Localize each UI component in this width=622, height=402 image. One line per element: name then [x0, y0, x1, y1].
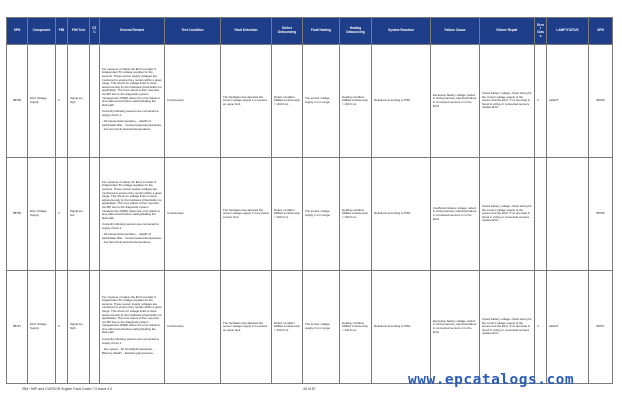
header-defect-debouncing: Defect Debouncing: [272, 18, 303, 45]
spn-cell: 88795: [7, 45, 28, 158]
table-row: [7, 271, 613, 384]
system-reaction-cell: Reactions according to PIDs: [372, 271, 431, 384]
healing-debouncing-cell: Healing condition fulfilled continuously > 100.0 ms: [340, 45, 372, 158]
remark-sensors-intro: Currently following sensors are connected to supply circuit 1:: [102, 222, 160, 230]
component-cell: ECU Voltage Supply: [28, 45, 56, 158]
page-number: 40 of 87: [303, 387, 316, 391]
component-cell: ECU Voltage Supply: [28, 271, 56, 384]
table-row: [7, 158, 613, 271]
test-condition-cell: Continuously: [165, 271, 221, 384]
header-general-remark: General Remark: [100, 18, 165, 45]
header-failure-repair: Failure Repair: [480, 18, 535, 45]
dtc-cell: [90, 45, 100, 158]
general-remark-cell: [100, 271, 165, 384]
lamp-status-cell: ALERT: [547, 271, 589, 384]
header-component: Component: [28, 18, 56, 45]
spn-end-cell: 88795: [589, 45, 613, 158]
dtc-cell: [90, 158, 100, 271]
fault-detection-cell: The hardware has detected the sensor voltage supply 2 to exceed an upper limit.: [221, 271, 272, 384]
system-reaction-cell: Reactions according to PIDs: [372, 45, 431, 158]
header-dtc: DTC: [90, 18, 100, 45]
remark-paragraph: For measure of safety the ECU provides 3 independent 5V voltage supplies for the sensors. These sensor supply voltages are monitored to ensure they remain within a given range. This check for voltage limits is done autonomously by the hardware (thresholds not applicable). The error status is then reported via SPI bus to the diagnostic system management (DSM) where the error status is time debounced before setting/healing the fault path.: [102, 66, 162, 107]
defect-debouncing-cell: Defect condition fulfilled continuously > 100.0 ms: [272, 158, 303, 271]
fault-healing-cell: The sensor voltage supply 1 is in range: [303, 45, 340, 158]
header-test-condition: Test Condition: [165, 18, 221, 45]
table-row: [7, 45, 613, 158]
fmi-cell: 3: [56, 271, 68, 384]
system-reaction-cell: Reactions according to PIDs: [372, 158, 431, 271]
failure-cause-cell: Excessive battery voltage; defect in wiring harness; electrical failure in connected sensors or in the ECU.: [431, 45, 480, 158]
fault-healing-cell: The sensor voltage supply 1 is in range: [303, 158, 340, 271]
table-header-row: [7, 18, 613, 45]
header-fmi-text: FMI Text: [68, 18, 90, 45]
test-condition-cell: Continuously: [165, 45, 221, 158]
header-lamp-status: LAMP STATUS: [547, 18, 589, 45]
failure-cause-cell: Excessive battery voltage; defect in wiring harness; electrical failure in connected sensors or in the ECU.: [431, 271, 480, 384]
header-failure-cause: Failure Cause: [431, 18, 480, 45]
lamp-status-cell: [547, 158, 589, 271]
test-condition-cell: Continuously: [165, 158, 221, 271]
remark-sensors-intro: Currently following sensors are connected to supply circuit 1:: [102, 109, 160, 117]
fmi-text-cell: Signal too low: [68, 158, 90, 271]
failure-repair-cell: Check battery voltage; check wiring for the correct voltage supply of the sensor and the ECU. If no anomaly is found in wiring or connected sensors replace ECU.: [480, 45, 535, 158]
header-system-reaction: System Reaction: [372, 18, 431, 45]
general-remark-cell: [100, 158, 165, 271]
defect-debouncing-cell: Defect condition fulfilled continuously > 100.0 ms: [272, 271, 303, 384]
remark-paragraph: For measure of safety the ECU provides 3 independent 5V voltage supplies for the sensors. These sensor supply voltages are monitored to ensure they remain within a given range. This check for voltage limits is done autonomously by the hardware (thresholds not applicable). The error status is then reported via SPI bus to the diagnostic system management (DSM) where the error status is time debounced before setting/healing the fault path.: [102, 294, 162, 335]
failure-repair-cell: Check battery voltage; check wiring for the correct voltage supply of the sensor and the ECU. If no anomaly is found in wiring or connected sensors replace ECU.: [480, 271, 535, 384]
remark-sensor-list: - Oil pressure/temperature, - detail?-of particulate/ filter, - boost pressure/temperature, - low fuel circuit pressure/temperature.: [102, 119, 162, 131]
fault-healing-cell: The sensor voltage supply 2 is in range: [303, 271, 340, 384]
fmi-text-cell: Signal too high: [68, 271, 90, 384]
remark-paragraph: For measure of safety the ECU provides 3 independent 5V voltage supplies for the sensors. These sensor supply voltages are monitored to ensure they remain within a given range. This check for voltage limits is done autonomously by the hardware (thresholds not applicable). The error status is then reported via SPI bus to the diagnostic system management (DSM) where the error status is time debounced before setting/healing the fault path.: [102, 179, 162, 220]
lamp-status-cell: ALERT: [547, 45, 589, 158]
header-fmi: FMI: [56, 18, 68, 45]
header-fault-detection: Fault Detection: [221, 18, 272, 45]
header-fault-healing: Fault Healing: [303, 18, 340, 45]
header-spn: SPN: [7, 18, 28, 45]
failure-repair-cell: Check battery voltage; check wiring for the correct voltage supply of the sensor and the ECU. If no anomaly is found in wiring or connected sensors replace ECU.: [480, 158, 535, 271]
error-class-cell: 3: [535, 45, 547, 158]
component-cell: ECU Voltage Supply: [28, 158, 56, 271]
remark-sensor-list: - Fan speed, - Air humidity/temperature, - Blow-by detail?, - Exhaust gas pressure.: [102, 347, 155, 355]
fmi-cell: 4: [56, 158, 68, 271]
spn-cell: 88797: [7, 271, 28, 384]
header-healing-debouncing: Healing Debouncing: [340, 18, 372, 45]
healing-debouncing-cell: Healing condition fulfilled continuously > 100.0 ms: [340, 271, 372, 384]
spn-cell: 88795: [7, 158, 28, 271]
error-class-cell: [535, 158, 547, 271]
spn-end-cell: 88795: [589, 158, 613, 271]
remark-sensor-list: - Oil pressure/temperature, - detail?-of particulate/ filter, - boost pressure/temperature, - low fuel circuit pressure/temperature.: [102, 232, 162, 244]
healing-debouncing-cell: Healing condition fulfilled continuously > 100.0 ms: [340, 158, 372, 271]
watermark-text: www.epcatalogs.com: [408, 372, 575, 388]
defect-debouncing-cell: Defect condition fulfilled continuously > 100.0 ms: [272, 45, 303, 158]
dtc-cell: [90, 271, 100, 384]
header-error-class: Error Class: [535, 18, 547, 45]
document-footer: ISM / MIP and CURSOR Engine Fault Codes T4 Issue 4.0: [22, 387, 113, 391]
fmi-text-cell: Signal too high: [68, 45, 90, 158]
general-remark-cell: [100, 45, 165, 158]
spn-end-cell: 88797: [589, 271, 613, 384]
fault-detection-cell: The hardware has detected the sensor voltage supply 1 to be below a lower limit.: [221, 158, 272, 271]
error-class-cell: 3: [535, 271, 547, 384]
remark-sensors-intro: Currently following sensors are connected to supply circuit 1:: [102, 337, 160, 345]
fault-code-table: [6, 17, 613, 384]
header-spn-end: SPN: [589, 18, 613, 45]
fmi-cell: 3: [56, 45, 68, 158]
failure-cause-cell: Insufficient battery voltage; defect in wiring harness; electrical failure in connected sensors or in the ECU.: [431, 158, 480, 271]
fault-detection-cell: The hardware has detected the sensor voltage supply 1 to exceed an upper limit.: [221, 45, 272, 158]
